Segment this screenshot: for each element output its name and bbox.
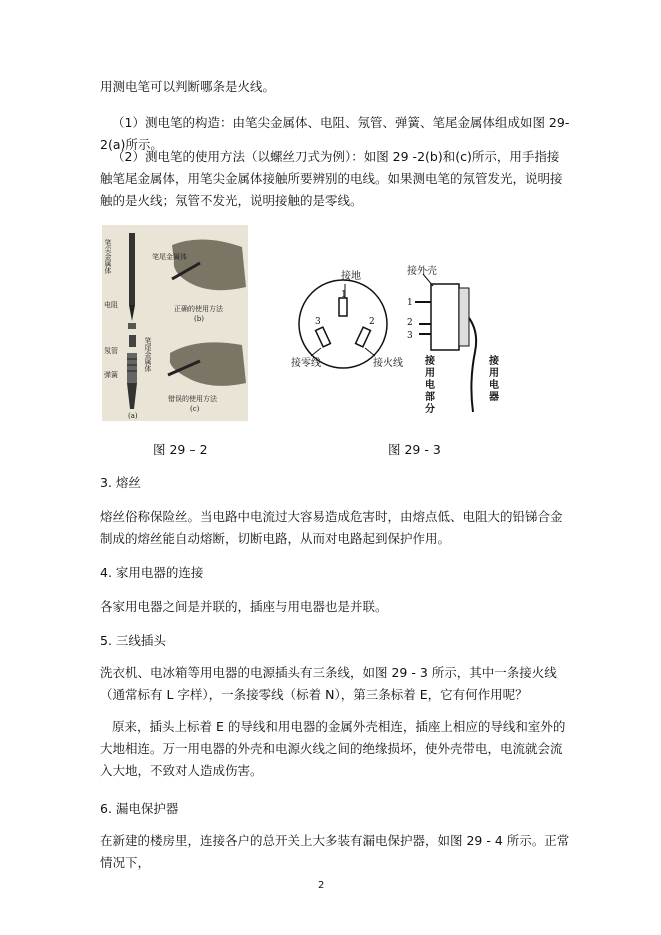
svg-text:接: 接 — [489, 356, 499, 367]
heading-leakage-protector: 6. 漏电保护器 — [100, 801, 179, 816]
side-number-2: 2 — [407, 318, 413, 328]
leakage-protector-paragraph: 在新建的楼房里，连接各户的总开关上大多装有漏电保护器，如图 29 - 4 所示。正常情况下， — [100, 833, 570, 870]
heading-three-pin-plug: 5. 三线插头 — [100, 633, 166, 648]
label-tail-b: 笔尾金属体 — [152, 253, 187, 261]
svg-text:接: 接 — [425, 356, 435, 367]
label-appliance-column — [488, 354, 499, 403]
three-pin-plug-figure — [283, 252, 513, 422]
pen-usage-paragraph: （2）测电笔的使用方法（以螺丝刀式为例）：如图 29 -2(b)和(c)所示，用手指接触笔尾金属体，用笔尖金属体接触所要辨别的电线。如果测电笔的氖管发光，说明接触的是火线；氖管不发光，说明接触的是零线。 — [100, 149, 563, 208]
label-tip: 笔尖金属体 — [104, 239, 112, 274]
label-part-column — [424, 354, 435, 415]
svg-text:电: 电 — [489, 380, 499, 391]
figure-29-3-caption: 图 29 - 3 — [388, 442, 441, 457]
figure-29-2-caption: 图 29 – 2 — [153, 442, 208, 457]
svg-text:用: 用 — [425, 368, 435, 379]
label-tail: 笔尾金属体 — [144, 337, 152, 372]
label-neon: 氖管 — [104, 347, 118, 355]
three-pin-plug-paragraph: 洗衣机、电冰箱等用电器的电源插头有三条线，如图 29 - 3 所示，其中一条接火线（通常标有 L 字样），一条接零线（标着 N），第三条标着 E，它有何作用呢？ — [100, 665, 557, 702]
test-pen-figure — [102, 225, 248, 421]
grounding-explanation-paragraph: 原来，插头上标着 E 的导线和用电器的金属外壳相连，插座上相应的导线和室外的大地相连。万一用电器的外壳和电源火线之间的绝缘损坏，使外壳带电，电流就会流入大地，不致对人造成伤害。 — [100, 719, 566, 778]
pin-number-3: 3 — [315, 317, 321, 327]
side-number-1: 1 — [407, 298, 413, 308]
page-number: 2 — [318, 880, 325, 891]
pen-structure-paragraph: （1）测电笔的构造：由笔尖金属体、电阻、氖管、弹簧、笔尾金属体组成如图 29-2(a)所示。 — [100, 115, 570, 152]
label-wrong: 错误的使用方法 — [168, 395, 217, 403]
label-spring: 弹簧 — [104, 371, 118, 379]
heading-fuse: 3. 熔丝 — [100, 475, 141, 490]
svg-text:器: 器 — [489, 392, 499, 403]
pin-number-1: 1 — [341, 290, 347, 300]
label-neutral: 接零线 — [291, 358, 321, 369]
heading-appliance-connection: 4. 家用电器的连接 — [100, 565, 204, 580]
intro-line: 用测电笔可以判断哪条是火线。 — [100, 79, 276, 94]
appliance-connection-paragraph: 各家用电器之间是并联的，插座与用电器也是并联。 — [100, 599, 388, 614]
label-shell: 接外壳 — [407, 266, 437, 277]
svg-text:部: 部 — [425, 392, 435, 403]
svg-text:电: 电 — [425, 380, 435, 391]
label-c: (c) — [190, 405, 200, 413]
svg-text:用: 用 — [489, 368, 499, 379]
label-b: (b) — [194, 315, 204, 323]
pin-number-2: 2 — [369, 317, 375, 327]
label-a: (a) — [128, 412, 138, 420]
svg-text:分: 分 — [425, 404, 435, 415]
label-ground: 接地 — [341, 271, 361, 282]
label-correct: 正确的使用方法 — [174, 305, 223, 313]
side-number-3: 3 — [407, 331, 413, 341]
label-live: 接火线 — [373, 358, 403, 369]
fuse-paragraph: 熔丝俗称保险丝。当电路中电流过大容易造成危害时，由熔点低、电阻大的铅锑合金制成的熔丝能自动熔断，切断电路，从而对电路起到保护作用。 — [100, 509, 563, 546]
label-resistor: 电阻 — [104, 301, 118, 309]
